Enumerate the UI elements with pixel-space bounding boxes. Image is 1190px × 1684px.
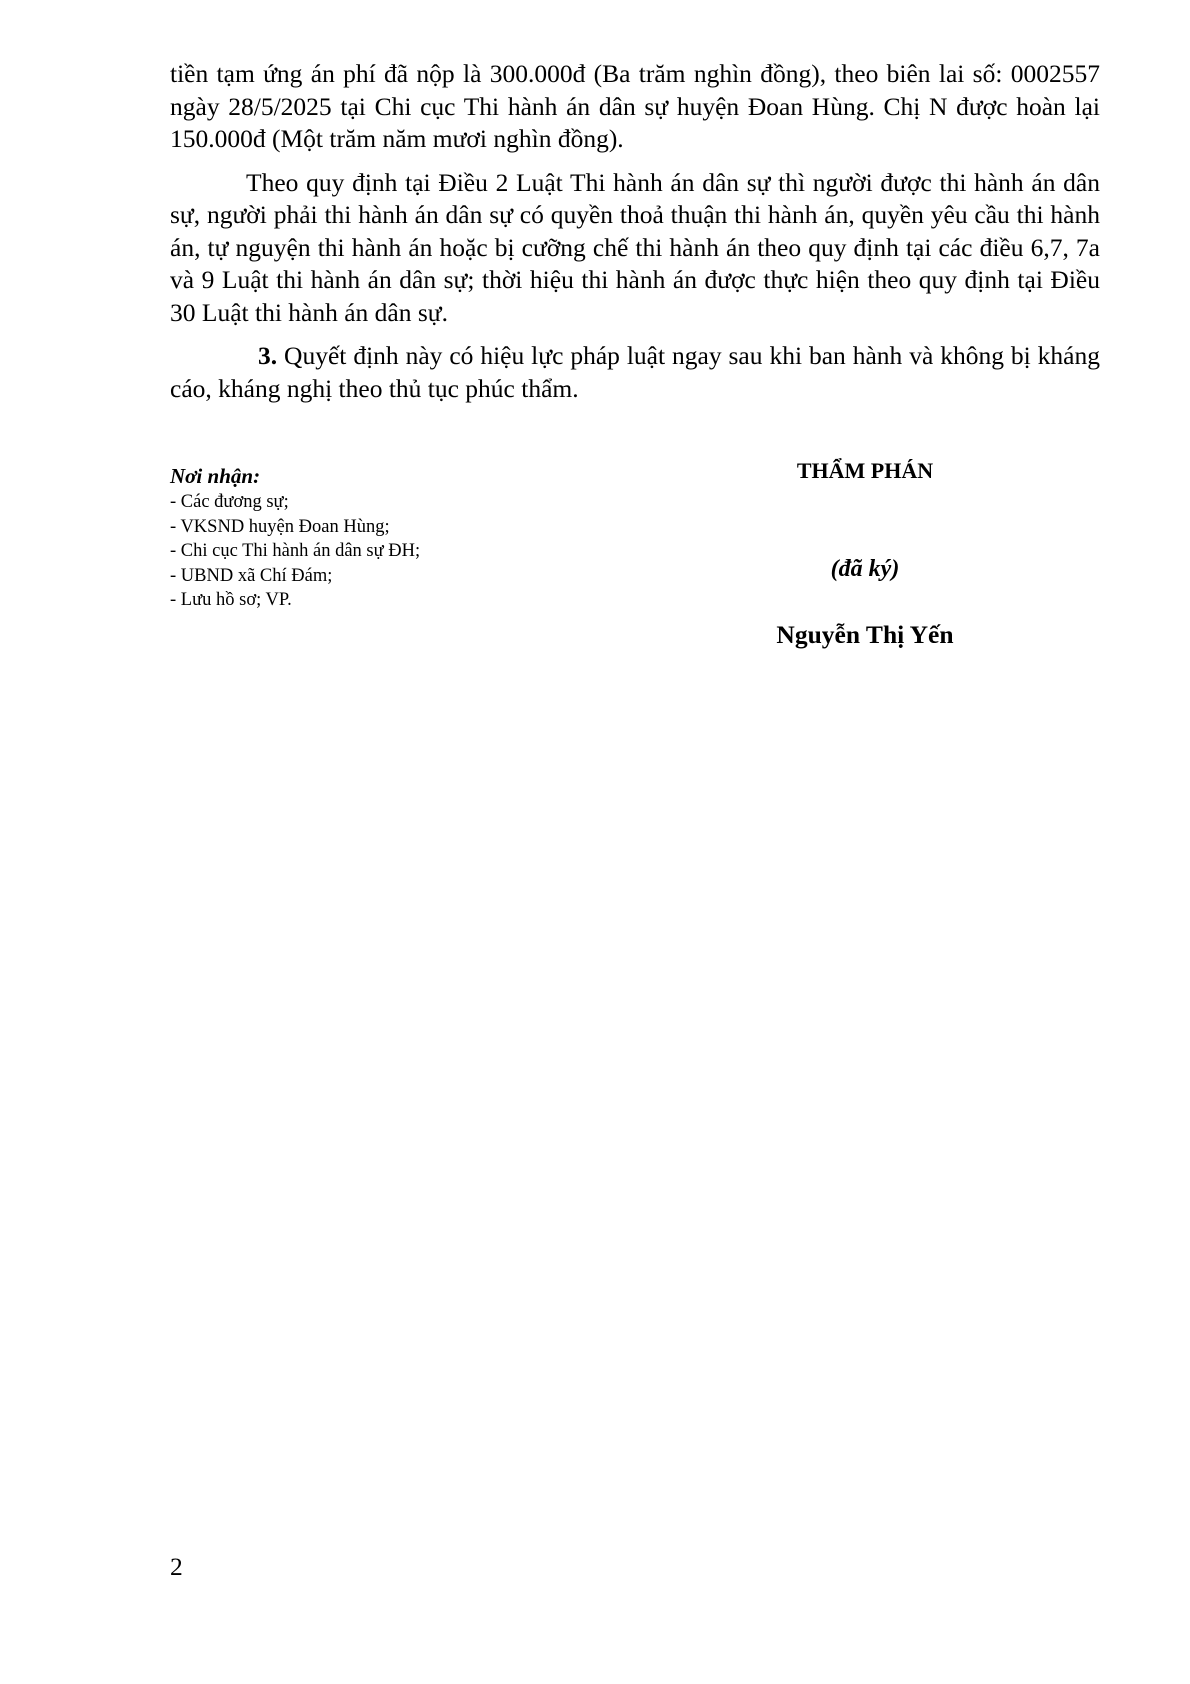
paragraph-text: Quyết định này có hiệu lực pháp luật ngay sau khi ban hành và không bị kháng cáo, kháng nghị theo thủ tục phúc thẩm. xyxy=(170,341,1100,403)
paragraph-text: Theo quy định tại Điều 2 Luật Thi hành án dân sự thì người được thi hành án dân sự, người phải thi hành án dân sự có quyền thoả thuận thi hành án, quyền yêu cầu thi hành án, tự nguyện thi hành án hoặc bị cưỡng chế thi hành án theo quy định tại các điều 6,7, 7a và 9 Luật thi hành án dân sự; thời hiệu thi hành án được thực hiện theo quy định tại Điều 30 Luật thi hành án dân sự. xyxy=(170,167,1100,327)
signer-name: Nguyễn Thị Yến xyxy=(776,620,954,649)
recipients-heading-colon: : xyxy=(253,464,261,488)
decision-body xyxy=(170,58,1100,416)
paragraph-effect xyxy=(170,340,1100,405)
signer-title: THẨM PHÁN xyxy=(796,458,934,483)
paragraph-text: tiền tạm ứng án phí đã nộp là 300.000đ (Ba trăm nghìn đồng), theo biên lai số: 0002557 ngày 28/5/2025 tại Chi cục Thi hành án dân sự huyện Đoan Hùng. Chị N được hoàn lại 150.000đ (Một trăm năm mươi nghìn đồng). xyxy=(170,59,1100,153)
recipients-heading xyxy=(170,462,590,490)
list-item: - Các đương sự; xyxy=(170,492,289,512)
recipients-heading-label: Nơi nhận xyxy=(170,464,254,488)
recipients-list xyxy=(170,490,590,613)
list-item: - VKSND huyện Đoan Hùng; xyxy=(170,516,390,537)
paragraph-refund xyxy=(170,58,1100,156)
list-item: - Lưu hồ sơ; VP. xyxy=(170,590,292,610)
list-item: - Chi cục Thi hành án dân sự ĐH; xyxy=(170,541,421,561)
paragraph-enforcement-rights xyxy=(170,167,1100,330)
recipients-block xyxy=(170,462,590,613)
page-number: 2 xyxy=(170,1552,183,1581)
clause-number: 3. xyxy=(258,341,278,370)
list-item: - UBND xã Chí Đám; xyxy=(170,565,333,586)
signed-note: (đã ký) xyxy=(830,556,900,582)
